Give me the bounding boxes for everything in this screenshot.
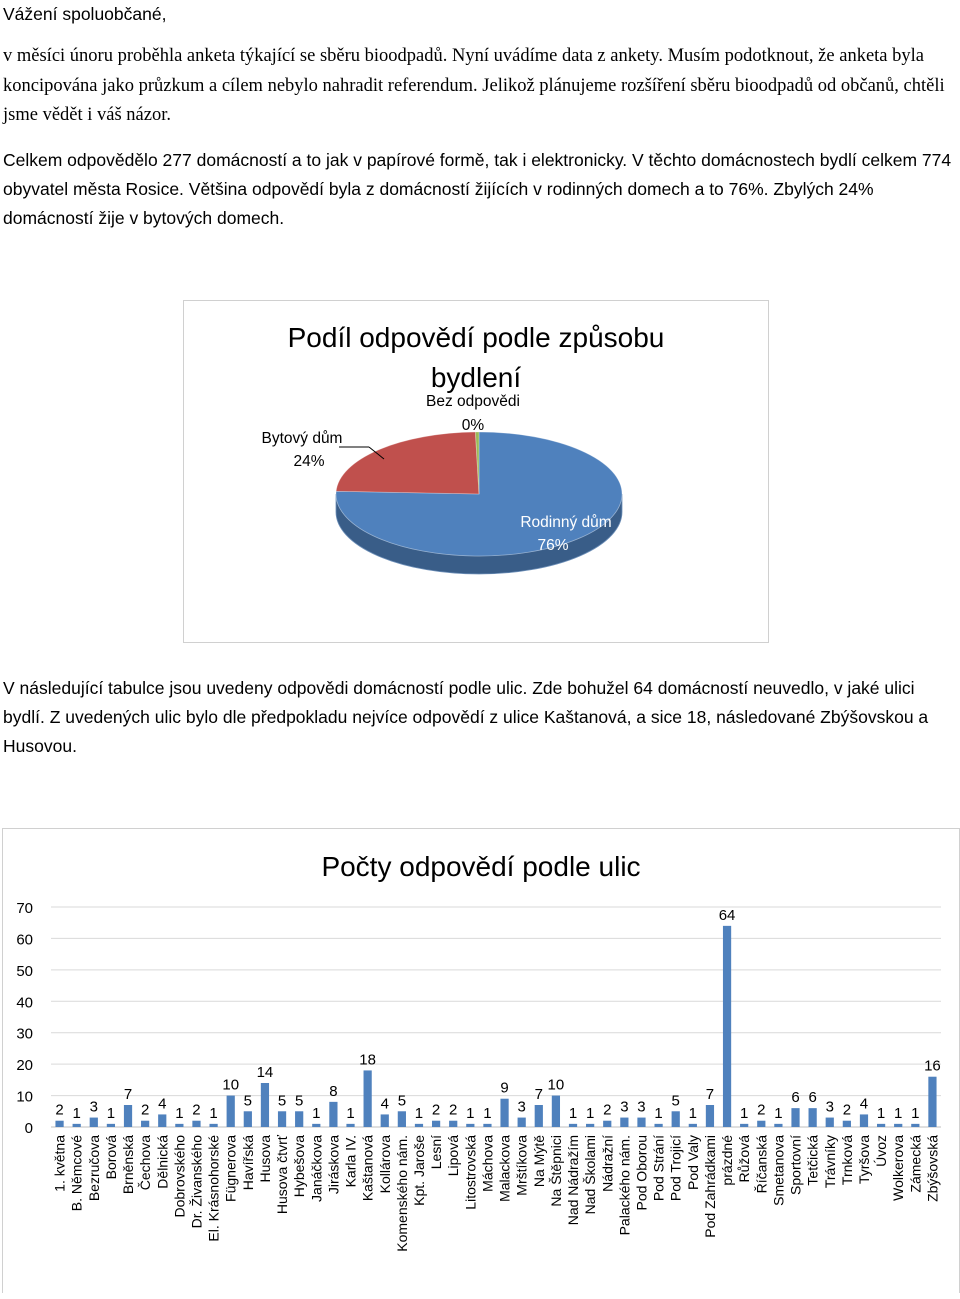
pie-slice bbox=[336, 432, 479, 494]
category-label: Hybešova bbox=[291, 1135, 308, 1198]
category-label: Úvoz bbox=[873, 1135, 890, 1167]
bar-value-label: 1 bbox=[568, 1104, 578, 1122]
bar-value-label: 5 bbox=[295, 1092, 304, 1110]
bar-value-label: 2 bbox=[757, 1101, 766, 1119]
category-label: Na Mýtě bbox=[530, 1135, 547, 1188]
bar bbox=[620, 1118, 628, 1127]
bar-value-label: 7 bbox=[705, 1086, 715, 1103]
bar-value-label: 1 bbox=[106, 1104, 116, 1122]
bar bbox=[295, 1111, 303, 1127]
bar-value-label: 2 bbox=[603, 1101, 612, 1119]
bar-chart-frame bbox=[2, 828, 960, 1293]
bar-value-label: 2 bbox=[192, 1101, 201, 1119]
bar-value-label: 10 bbox=[222, 1076, 240, 1094]
bar bbox=[398, 1111, 406, 1127]
bar-value-label: 4 bbox=[158, 1095, 167, 1113]
category-label: Havířská bbox=[239, 1135, 256, 1191]
category-label: Dobrovského bbox=[171, 1135, 188, 1218]
pie-chart-title: Podíl odpovědí podle způsobu bbox=[287, 322, 665, 353]
bar-value-label: 7 bbox=[123, 1086, 133, 1103]
bar bbox=[706, 1105, 714, 1127]
bar bbox=[141, 1121, 149, 1127]
y-tick-label: 20 bbox=[16, 1057, 33, 1075]
bar-value-label: 1 bbox=[72, 1104, 81, 1122]
bar bbox=[809, 1108, 817, 1127]
category-label: Kollárova bbox=[376, 1135, 393, 1194]
bar-value-label: 14 bbox=[256, 1064, 274, 1081]
bar bbox=[894, 1124, 902, 1127]
pie-label-rodinny: Rodinný dům bbox=[520, 514, 612, 531]
category-label: Malackova bbox=[496, 1135, 513, 1202]
bar bbox=[124, 1105, 132, 1127]
bar-value-label: 1 bbox=[911, 1104, 920, 1122]
category-label: Na Štěpnici bbox=[547, 1135, 564, 1207]
bar bbox=[603, 1121, 611, 1127]
bar bbox=[466, 1124, 474, 1127]
bar-value-label: 2 bbox=[55, 1101, 64, 1119]
bar bbox=[535, 1105, 543, 1127]
category-label: Nad Školami bbox=[582, 1135, 599, 1215]
category-label: prázdné bbox=[719, 1135, 736, 1186]
bar-value-label: 5 bbox=[277, 1092, 287, 1110]
y-tick-label: 0 bbox=[24, 1120, 33, 1137]
category-label: Nad Nádražím bbox=[565, 1135, 582, 1226]
bar bbox=[346, 1124, 354, 1127]
bar bbox=[740, 1124, 748, 1127]
bar-value-label: 6 bbox=[791, 1089, 800, 1107]
category-label: Smetanova bbox=[770, 1135, 787, 1206]
category-label: Borová bbox=[102, 1135, 119, 1180]
bar-value-label: 6 bbox=[808, 1089, 817, 1107]
y-tick-label: 50 bbox=[16, 962, 33, 980]
bar bbox=[672, 1111, 680, 1127]
bar bbox=[449, 1121, 457, 1127]
bar bbox=[175, 1124, 183, 1127]
summary-paragraph: Celkem odpovědělo 277 domácností a to jak v papírové formě, tak i elektronicky. V těchto domácnostech bydlí celkem 774 obyvatel města Rosice. Většina odpovědí byla z domácností žijících v rodinných domech a to 76%. Zbylých 24% domácností žije v bytových domech. bbox=[3, 150, 952, 228]
bar-value-label: 3 bbox=[620, 1098, 629, 1116]
bar-value-label: 1 bbox=[346, 1104, 355, 1122]
bar bbox=[364, 1070, 372, 1127]
bar-value-label: 9 bbox=[500, 1079, 509, 1097]
category-label: Wolkerova bbox=[890, 1135, 907, 1201]
bar bbox=[826, 1118, 834, 1127]
y-tick-label: 10 bbox=[16, 1088, 33, 1106]
category-label: Čechova bbox=[137, 1135, 154, 1191]
bar bbox=[843, 1121, 851, 1127]
category-label: Pod Oborou bbox=[633, 1135, 650, 1211]
bar-value-label: 5 bbox=[671, 1092, 680, 1110]
bar bbox=[278, 1111, 286, 1127]
category-label: Karla IV. bbox=[342, 1135, 359, 1188]
street-paragraph: V následující tabulce jsou uvedeny odpovědi domácností podle ulic. Zde bohužel 64 domácností neuvedlo, v jaké ulici bydlí. Z uvedených ulic bylo dle předpokladu nejvíce odpovědí z ulice Kaštanová, a sice 18, následované Zbýšovskou a Husovou. bbox=[3, 678, 929, 756]
category-label: Trnková bbox=[838, 1135, 855, 1186]
category-label: Zámecká bbox=[907, 1135, 924, 1193]
category-label: Tyršova bbox=[855, 1135, 872, 1185]
bar bbox=[158, 1114, 166, 1127]
bar-value-label: 3 bbox=[517, 1098, 526, 1116]
category-label: Palackého nám. bbox=[616, 1135, 633, 1236]
y-tick-label: 70 bbox=[16, 900, 33, 917]
bar bbox=[483, 1124, 491, 1127]
pie-percent-bez: 0% bbox=[461, 417, 485, 434]
bar-value-label: 4 bbox=[859, 1095, 869, 1113]
bar bbox=[860, 1114, 868, 1127]
bar bbox=[500, 1099, 508, 1127]
bar-value-label: 1 bbox=[876, 1104, 886, 1122]
bar-chart bbox=[3, 829, 959, 1294]
category-label: Zbýšovská bbox=[924, 1135, 941, 1202]
bar bbox=[552, 1096, 560, 1127]
bar bbox=[928, 1077, 936, 1127]
bar-value-label: 5 bbox=[243, 1092, 252, 1110]
bar-value-label: 1 bbox=[466, 1104, 475, 1122]
bar bbox=[261, 1083, 269, 1127]
category-label: Jiráskova bbox=[325, 1135, 342, 1195]
bar bbox=[723, 926, 731, 1127]
bar-value-label: 2 bbox=[449, 1101, 458, 1119]
bar bbox=[73, 1124, 81, 1127]
bar bbox=[329, 1102, 337, 1127]
bar-value-label: 2 bbox=[140, 1101, 150, 1119]
bar bbox=[227, 1096, 235, 1127]
bar bbox=[90, 1118, 98, 1127]
pie-chart-title-line2: bydlení bbox=[430, 362, 522, 393]
pie-percent-rodinny: 76% bbox=[537, 537, 569, 554]
bar-value-label: 1 bbox=[414, 1104, 424, 1122]
category-label: Mrštíkova bbox=[513, 1135, 530, 1196]
bar bbox=[689, 1124, 697, 1127]
bar-value-label: 1 bbox=[175, 1104, 184, 1122]
category-label: Kpt. Jaroše bbox=[410, 1135, 427, 1206]
pie-shape bbox=[336, 432, 622, 574]
category-label: Tetčická bbox=[804, 1135, 821, 1186]
bar-value-label: 2 bbox=[842, 1101, 852, 1119]
bar-value-label: 1 bbox=[483, 1104, 492, 1122]
bar bbox=[209, 1124, 217, 1127]
category-label: Sportovní bbox=[787, 1135, 804, 1195]
bar bbox=[381, 1114, 389, 1127]
bar-value-label: 8 bbox=[329, 1082, 338, 1100]
bar bbox=[791, 1108, 799, 1127]
bar-value-label: 3 bbox=[825, 1098, 834, 1116]
category-label: 1. května bbox=[51, 1135, 68, 1192]
pie-percent-bytovy: 24% bbox=[293, 453, 325, 470]
bar bbox=[569, 1124, 577, 1127]
bar-value-label: 3 bbox=[637, 1098, 646, 1116]
bar-value-label: 1 bbox=[585, 1104, 595, 1122]
pie-label-bez: Bez odpovědi bbox=[426, 393, 520, 410]
category-label: Litostrovská bbox=[462, 1135, 479, 1210]
bar bbox=[192, 1121, 200, 1127]
category-label: Komenského nám. bbox=[393, 1135, 410, 1252]
category-label: Růžová bbox=[736, 1135, 753, 1183]
category-label: Fügnerova bbox=[222, 1135, 239, 1202]
category-label: Lesní bbox=[428, 1135, 445, 1170]
pie-label-bytovy: Bytový dům bbox=[261, 430, 343, 447]
bar bbox=[312, 1124, 320, 1127]
category-label: Dr. Živanského bbox=[188, 1135, 205, 1229]
y-tick-label: 30 bbox=[16, 1025, 33, 1043]
bar-value-label: 1 bbox=[312, 1104, 321, 1122]
category-label: Janáčkova bbox=[308, 1135, 325, 1202]
greeting: Vážení spoluobčané, bbox=[3, 4, 167, 24]
bar-value-label: 3 bbox=[89, 1098, 98, 1116]
category-label: Husova bbox=[256, 1135, 273, 1183]
category-label: Husova čtvrť bbox=[274, 1135, 291, 1215]
bar bbox=[107, 1124, 115, 1127]
bar-value-label: 2 bbox=[431, 1101, 441, 1119]
bar bbox=[55, 1121, 63, 1127]
bar-value-label: 4 bbox=[380, 1095, 389, 1113]
category-label: Nádražní bbox=[599, 1135, 616, 1192]
bar-value-label: 1 bbox=[209, 1104, 218, 1122]
category-label: Pod Trojicí bbox=[667, 1135, 684, 1202]
bar-value-label: 1 bbox=[774, 1104, 783, 1122]
bar bbox=[432, 1121, 440, 1127]
pie-chart bbox=[184, 301, 768, 642]
bar bbox=[518, 1118, 526, 1127]
bar bbox=[415, 1124, 423, 1127]
category-label: Trávníky bbox=[821, 1135, 838, 1189]
category-label: Máchova bbox=[479, 1135, 496, 1192]
pie-chart-frame bbox=[183, 300, 769, 643]
y-tick-label: 40 bbox=[16, 994, 33, 1012]
category-label: Dělnická bbox=[154, 1135, 171, 1189]
bar-chart-title: Počty odpovědí podle ulic bbox=[321, 851, 641, 882]
bar bbox=[244, 1111, 252, 1127]
bar-value-label: 1 bbox=[740, 1104, 749, 1122]
bar-value-label: 1 bbox=[894, 1104, 903, 1122]
intro-paragraph: v měsíci únoru proběhla anketa týkající se sběru bioodpadů. Nyní uvádíme data z ankety. Musím podotknout, že anketa byla koncipována jako průzkum a cílem nebylo nahradit referendum. Jelikož plánujeme rozšíření sběru bioodpadů od občanů, chtěli jsme vědět i váš názor. bbox=[3, 46, 945, 125]
bar bbox=[637, 1118, 645, 1127]
category-label: Pod Zahrádkami bbox=[701, 1135, 718, 1238]
bar bbox=[757, 1121, 765, 1127]
bar-value-label: 5 bbox=[397, 1092, 407, 1110]
category-label: Bezručova bbox=[85, 1135, 102, 1202]
y-tick-label: 60 bbox=[16, 931, 33, 949]
category-label: B. Němcové bbox=[68, 1135, 85, 1212]
bar bbox=[654, 1124, 662, 1127]
bar-value-label: 10 bbox=[547, 1076, 565, 1094]
bar-value-label: 16 bbox=[924, 1057, 941, 1075]
category-label: Lipová bbox=[445, 1135, 462, 1177]
bar bbox=[586, 1124, 594, 1127]
bar-value-label: 7 bbox=[534, 1086, 543, 1103]
bar-value-label: 18 bbox=[359, 1051, 376, 1069]
category-label: Pod Valy bbox=[684, 1135, 701, 1190]
category-label: Pod Strání bbox=[650, 1135, 667, 1202]
category-label: Brněnská bbox=[120, 1135, 137, 1195]
bar bbox=[774, 1124, 782, 1127]
bar-value-label: 1 bbox=[688, 1104, 697, 1122]
category-label: Říčanská bbox=[753, 1135, 770, 1194]
bar bbox=[911, 1124, 919, 1127]
bar-value-label: 1 bbox=[654, 1104, 663, 1122]
bar bbox=[877, 1124, 885, 1127]
bar-value-label: 64 bbox=[718, 906, 736, 924]
category-label: Kaštanová bbox=[359, 1135, 376, 1202]
category-label: El. Krásnohorské bbox=[205, 1135, 222, 1242]
